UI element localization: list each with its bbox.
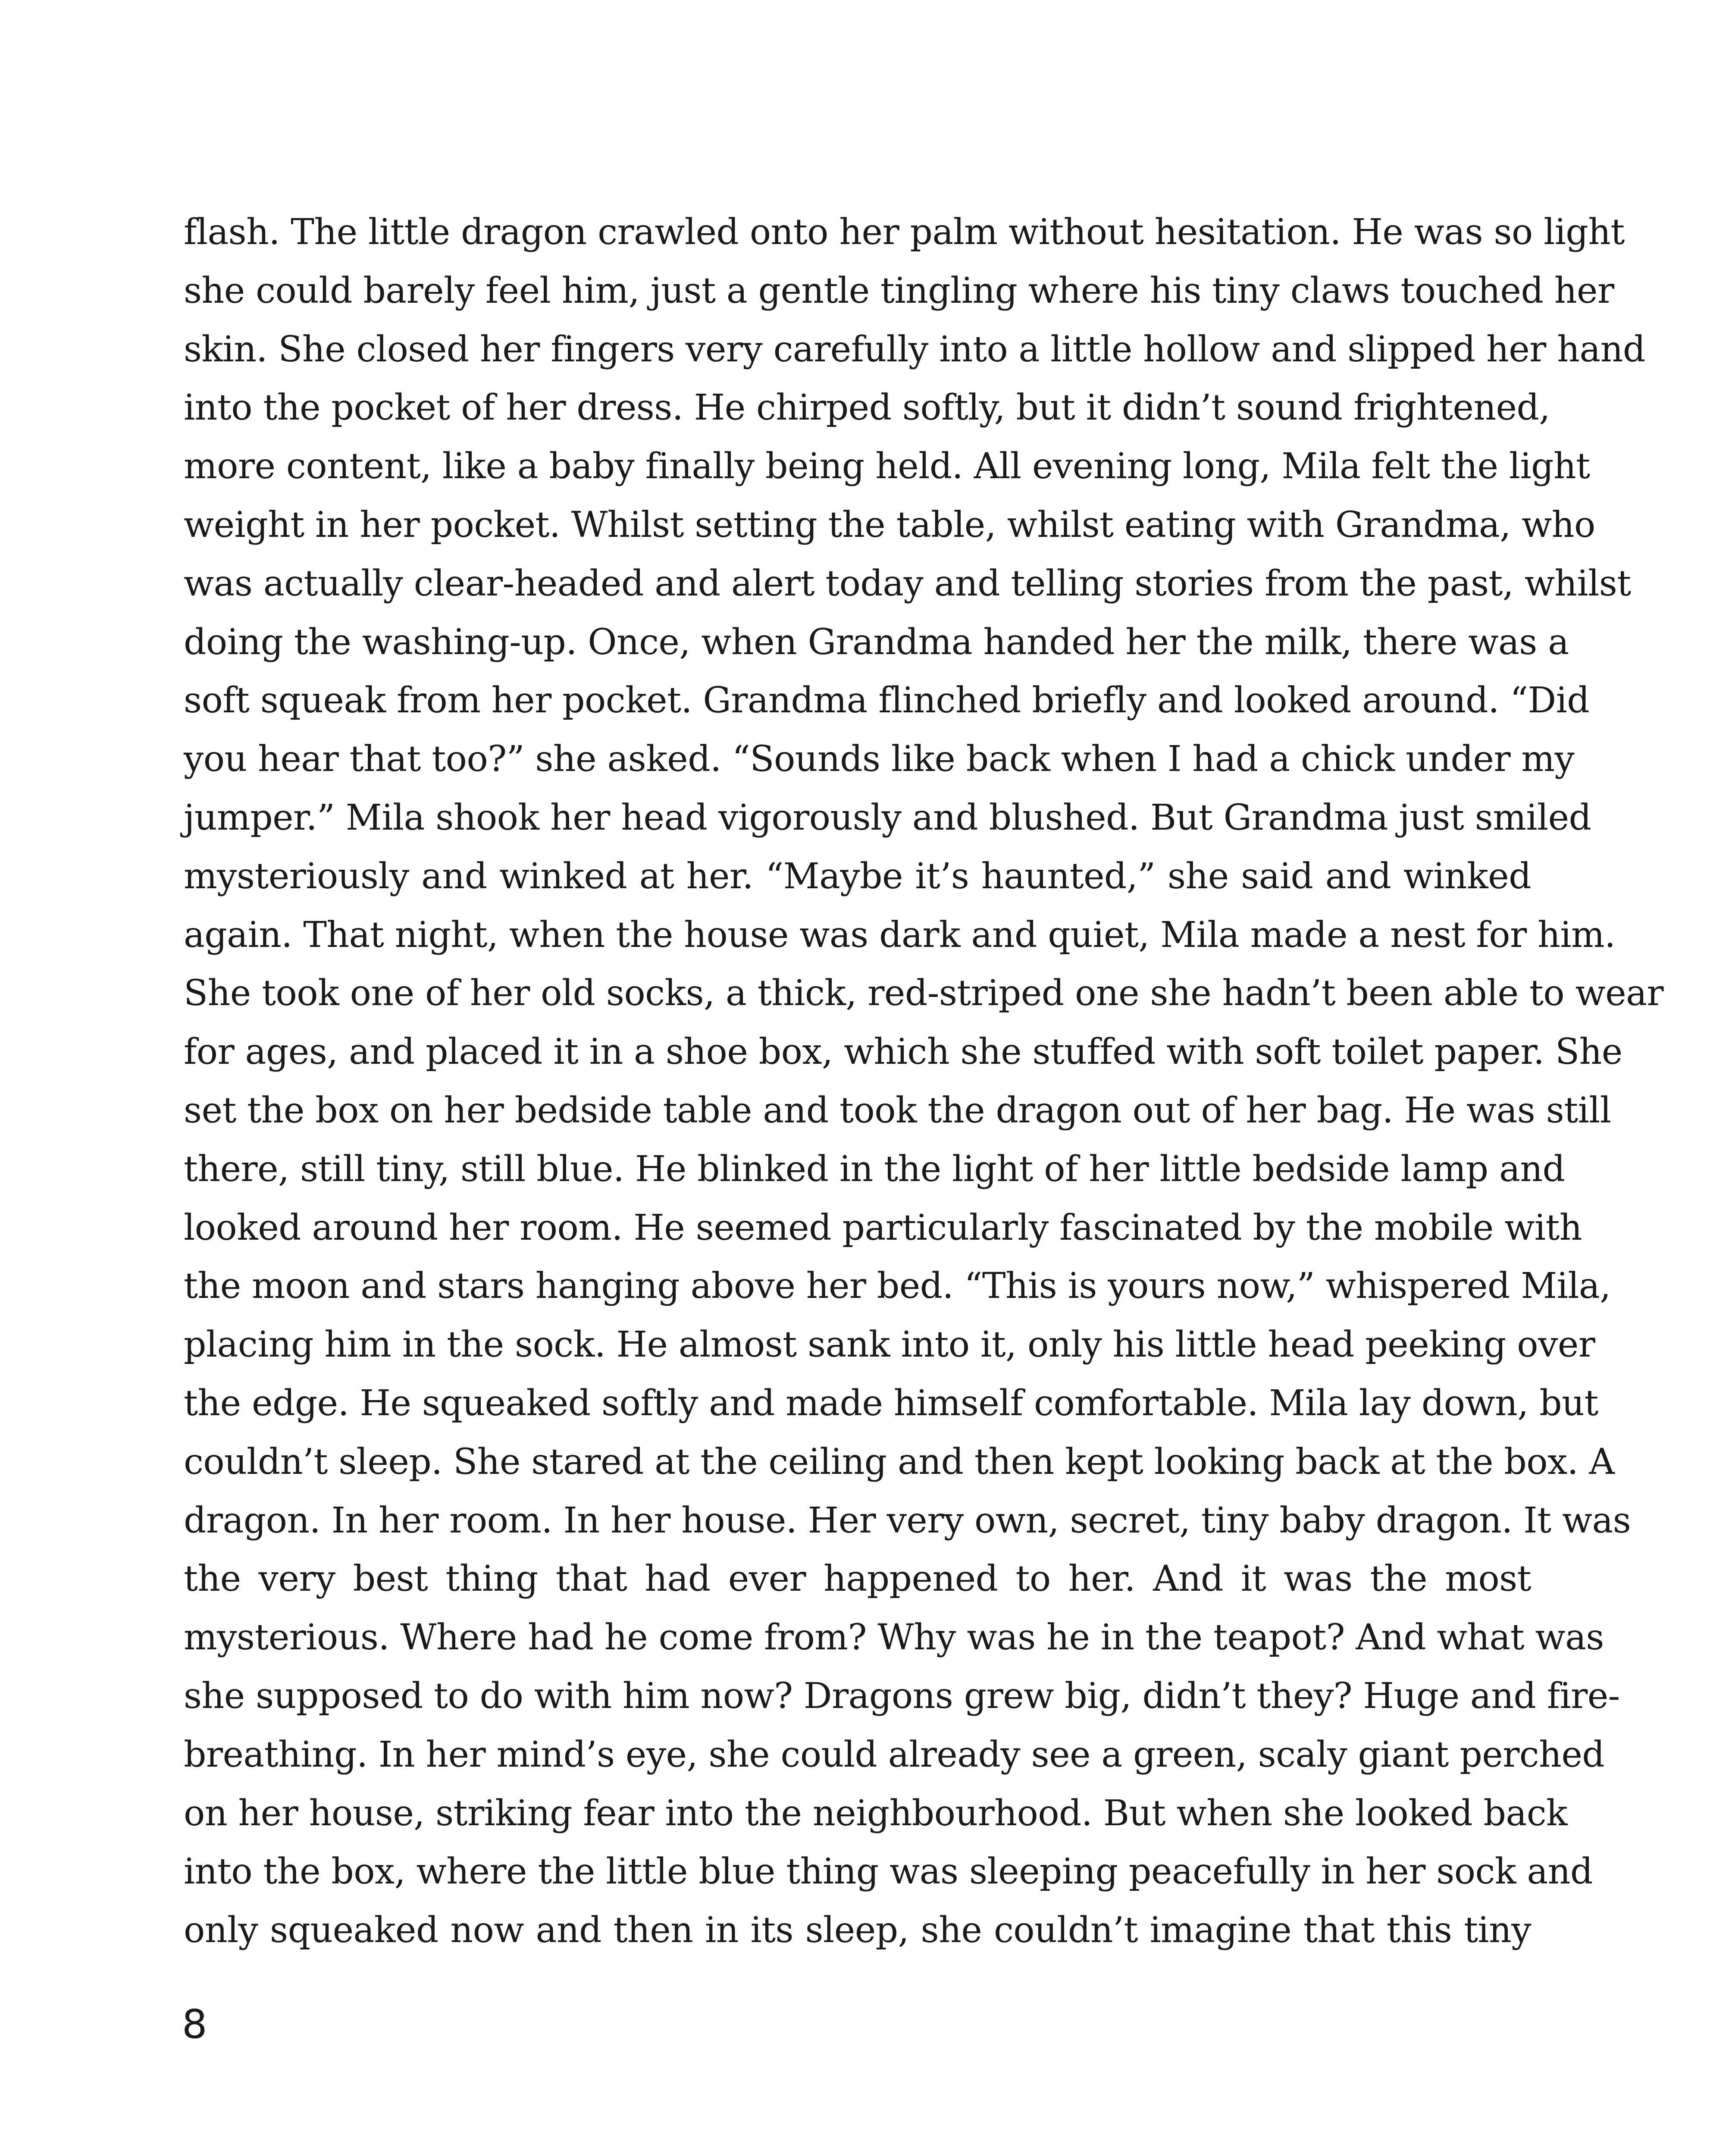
text-line: doing the washing-up. Once, when Grandma handed her the milk, there was a — [184, 621, 1569, 663]
text-line: was actually clear-headed and alert today and telling stories from the past, whilst — [184, 563, 1631, 604]
text-line: dragon. In her room. In her house. Her very own, secret, tiny baby dragon. It was — [184, 1500, 1631, 1541]
text-line: breathing. In her mind’s eye, she could already see a green, scaly giant perched — [184, 1734, 1605, 1775]
text-line: soft squeak from her pocket. Grandma flinched briefly and looked around. “Did — [184, 680, 1590, 721]
text-line: the edge. He squeaked softly and made himself comfortable. Mila lay down, but — [184, 1382, 1598, 1424]
text-line: into the pocket of her dress. He chirped softly, but it didn’t sound frightened, — [184, 387, 1550, 429]
text-line: mysterious. Where had he come from? Why was he in the teapot? And what was — [184, 1617, 1604, 1658]
text-line: into the box, where the little blue thing was sleeping peacefully in her sock and — [184, 1851, 1593, 1893]
text-line: she supposed to do with him now? Dragons grew big, didn’t they? Huge and fire- — [184, 1675, 1620, 1717]
text-line: placing him in the sock. He almost sank into it, only his little head peeking over — [184, 1324, 1595, 1366]
text-line: for ages, and placed it in a shoe box, which she stuffed with soft toilet paper. She — [184, 1031, 1622, 1073]
page-number: 8 — [182, 2001, 207, 2047]
text-line: on her house, striking fear into the neighbourhood. But when she looked back — [184, 1792, 1568, 1834]
text-line: again. That night, when the house was dark and quiet, Mila made a nest for him. — [184, 914, 1616, 956]
text-line: weight in her pocket. Whilst setting the table, whilst eating with Grandma, who — [184, 504, 1595, 545]
text-line: skin. She closed her fingers very carefully into a little hollow and slipped her hand — [184, 329, 1645, 370]
text-line: only squeaked now and then in its sleep, she couldn’t imagine that this tiny — [184, 1910, 1531, 1951]
text-line: there, still tiny, still blue. He blinked in the light of her little bedside lamp and — [184, 1148, 1565, 1190]
text-line: jumper.” Mila shook her head vigorously and blushed. But Grandma just smiled — [184, 797, 1591, 838]
text-line: more content, like a baby finally being held. All evening long, Mila felt the light — [184, 446, 1590, 487]
text-line: you hear that too?” she asked. “Sounds like back when I had a chick under my — [184, 739, 1575, 780]
text-line: flash. The little dragon crawled onto her palm without hesitation. He was so light — [184, 212, 1625, 253]
text-line: the very best thing that had ever happened to her. And it was the most — [184, 1558, 1531, 1600]
text-line: looked around her room. He seemed particularly fascinated by the mobile with — [184, 1207, 1582, 1248]
body-text — [184, 203, 1663, 1960]
text-line: set the box on her bedside table and took the dragon out of her bag. He was still — [184, 1090, 1611, 1131]
text-line: couldn’t sleep. She stared at the ceiling and then kept looking back at the box. A — [184, 1441, 1615, 1482]
text-line: mysteriously and winked at her. “Maybe it’s haunted,” she said and winked — [184, 856, 1531, 897]
text-line: She took one of her old socks, a thick, red-striped one she hadn’t been able to wear — [184, 973, 1663, 1014]
text-line: the moon and stars hanging above her bed. “This is yours now,” whispered Mila, — [184, 1266, 1611, 1307]
text-line: she could barely feel him, just a gentle tingling where his tiny claws touched her — [184, 270, 1614, 311]
